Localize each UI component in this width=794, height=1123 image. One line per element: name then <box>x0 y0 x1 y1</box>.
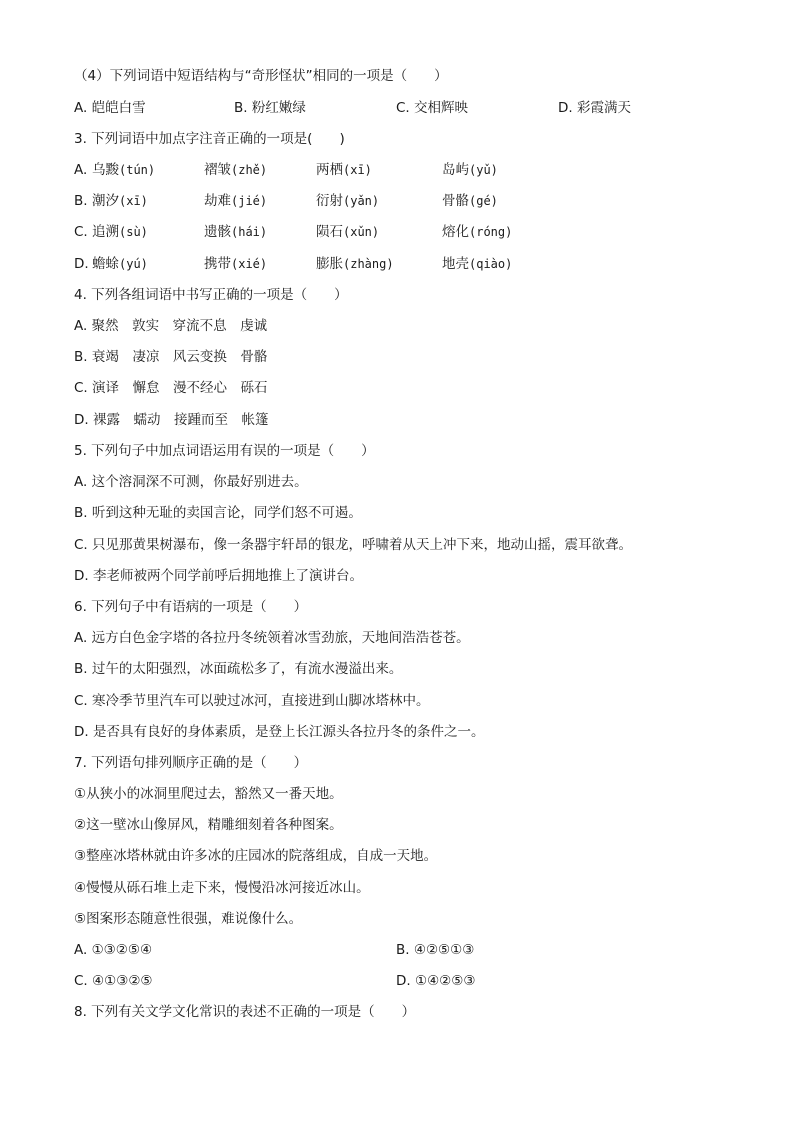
pinyin: (gé) <box>469 194 498 208</box>
q4-option-c: C. 演译 懈怠 漫不经心 砾石 <box>74 380 268 396</box>
q7-option-c: C. ④①③②⑤ <box>74 973 153 989</box>
word: 陨石 <box>316 224 343 240</box>
pinyin: (yǔ) <box>469 163 498 177</box>
q6-stem: 6. 下列句子中有语病的一项是（ ） <box>74 599 308 615</box>
q5-option-a: A. 这个溶洞深不可测，你最好别进去。 <box>74 474 308 490</box>
pinyin: (róng) <box>469 225 513 239</box>
q8-stem: 8. 下列有关文学文化常识的表述不正确的一项是（ ） <box>74 1004 416 1020</box>
word: 乌黢 <box>92 162 119 178</box>
word: 两栖 <box>316 162 343 178</box>
word: 骨骼 <box>442 193 469 209</box>
q7-sentence-2: ②这一壁冰山像屏风，精雕细刻着各种图案。 <box>74 817 343 833</box>
q3-option-d <box>74 254 754 274</box>
q4-sub-option-b: B. 粉红嫩绿 <box>234 100 306 116</box>
q4-sub-stem: （4）下列词语中短语结构与“奇形怪状”相同的一项是（ ） <box>74 68 448 84</box>
q7-options-row-1 <box>74 940 754 960</box>
q7-sentence-5: ⑤图案形态随意性很强，难说像什么。 <box>74 911 303 927</box>
pinyin: (zhàng) <box>343 257 394 271</box>
option-label: B. <box>74 193 88 209</box>
pinyin: (hái) <box>231 225 268 239</box>
q6-option-b: B. 过午的太阳强烈，冰面疏松多了，有流水漫溢出来。 <box>74 661 403 677</box>
q7-sentence-4: ④慢慢从砾石堆上走下来，慢慢沿冰河接近冰山。 <box>74 880 370 896</box>
q6-option-c: C. 寒冷季节里汽车可以驶过冰河，直接进到山脚冰塔林中。 <box>74 693 430 709</box>
q7-option-b: B. ④②⑤①③ <box>396 942 475 958</box>
word: 熔化 <box>442 224 469 240</box>
pinyin: (xī) <box>343 163 372 177</box>
word: 岛屿 <box>442 162 469 178</box>
pinyin: (xǔn) <box>343 225 380 239</box>
word: 劫难 <box>204 193 231 209</box>
q7-option-a: A. ①③②⑤④ <box>74 942 153 958</box>
pinyin: (qiào) <box>469 257 513 271</box>
pinyin: (xié) <box>231 257 268 271</box>
q7-options-row-2 <box>74 971 754 991</box>
q4-sub-option-a: A. 皑皑白雪 <box>74 100 146 116</box>
q4-sub-option-c: C. 交相辉映 <box>396 100 469 116</box>
word: 地壳 <box>442 256 469 272</box>
q7-stem: 7. 下列语句排列顺序正确的是（ ） <box>74 755 308 771</box>
q3-stem: 3. 下列词语中加点字注音正确的一项是( ) <box>74 131 345 147</box>
q4-sub-options <box>74 98 754 118</box>
pinyin: (yú) <box>119 257 148 271</box>
q3-option-c <box>74 222 754 242</box>
option-label: D. <box>74 256 89 272</box>
pinyin: (zhě) <box>231 163 268 177</box>
q4-stem: 4. 下列各组词语中书写正确的一项是（ ） <box>74 287 348 303</box>
q7-sentence-1: ①从狭小的冰洞里爬过去，豁然又一番天地。 <box>74 786 343 802</box>
word: 蟾蜍 <box>92 256 119 272</box>
q3-option-b <box>74 191 754 211</box>
word: 膨胀 <box>316 256 343 272</box>
q4-option-d: D. 裸露 蠕动 接踵而至 帐篷 <box>74 412 269 428</box>
q3-option-a <box>74 160 754 180</box>
pinyin: (jié) <box>231 194 268 208</box>
word: 褶皱 <box>204 162 231 178</box>
pinyin: (yǎn) <box>343 194 380 208</box>
q5-option-d: D. 李老师被两个同学前呼后拥地推上了演讲台。 <box>74 568 363 584</box>
word: 潮汐 <box>92 193 119 209</box>
q6-option-a: A. 远方白色金字塔的各拉丹冬统领着冰雪劲旅，天地间浩浩苍苍。 <box>74 630 470 646</box>
q7-option-d: D. ①④②⑤③ <box>396 973 476 989</box>
q7-sentence-3: ③整座冰塔林就由许多冰的庄园冰的院落组成，自成一天地。 <box>74 848 438 864</box>
q4-option-a: A. 聚然 敦实 穿流不息 虔诚 <box>74 318 268 334</box>
q5-stem: 5. 下列句子中加点词语运用有误的一项是（ ） <box>74 443 375 459</box>
q4-sub-option-d: D. 彩霞满天 <box>558 100 631 116</box>
word: 携带 <box>204 256 231 272</box>
q4-option-b: B. 衰竭 凄凉 风云变换 骨骼 <box>74 349 268 365</box>
word: 衍射 <box>316 193 343 209</box>
q5-option-c: C. 只见那黄果树瀑布，像一条器宇轩昂的银龙，呼啸着从天上冲下来，地动山摇，震耳欲聋。 <box>74 537 633 553</box>
option-label: C. <box>74 224 88 240</box>
option-label: A. <box>74 162 88 178</box>
q6-option-d: D. 是否具有良好的身体素质，是登上长江源头各拉丹冬的条件之一。 <box>74 724 485 740</box>
pinyin: (tún) <box>119 163 156 177</box>
word: 遗骸 <box>204 224 231 240</box>
pinyin: (sù) <box>119 225 148 239</box>
q5-option-b: B. 听到这种无耻的卖国言论，同学们怒不可遏。 <box>74 505 362 521</box>
pinyin: (xī) <box>119 194 148 208</box>
word: 追溯 <box>92 224 119 240</box>
